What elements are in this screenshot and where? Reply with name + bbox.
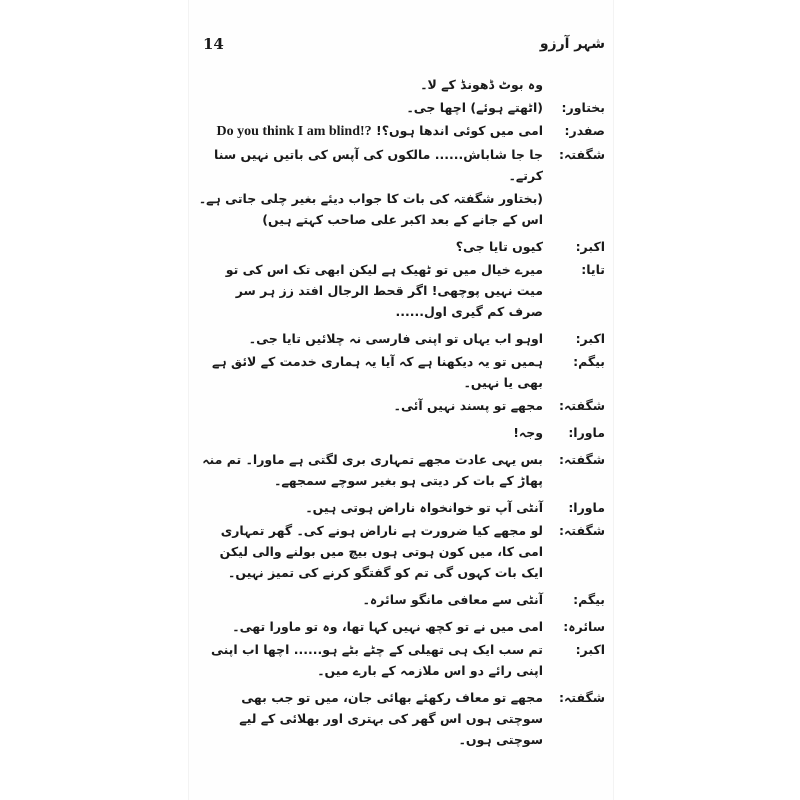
script-line xyxy=(197,497,605,518)
dialogue-text: وہ بوٹ ڈھونڈ کے لا۔ xyxy=(420,77,543,92)
script-line xyxy=(197,259,605,322)
dialogue-text: مجھے تو پسند نہیں آئی۔ xyxy=(393,398,543,413)
script-line xyxy=(197,395,605,416)
stage-direction-text: (بختاور شگفتہ کی بات کا جواب دیئے بغیر چلی جاتی ہے۔ اس کے جانے کے بعد اکبر علی صاحب کہتے ہیں) xyxy=(198,191,543,227)
speaker-label: شگفتہ: xyxy=(559,147,605,162)
dialogue-text: اوہو اب یہاں تو اپنی فارسی نہ چلائیں تایا جی۔ xyxy=(248,331,543,346)
dialogue-text: آنٹی سے معافی مانگو سائرہ۔ xyxy=(362,592,543,607)
script-line xyxy=(197,351,605,393)
speaker-label: اکبر: xyxy=(575,331,605,346)
speaker-label: شگفتہ: xyxy=(559,690,605,705)
speaker-label: ماورا: xyxy=(568,425,605,440)
script-line xyxy=(197,449,605,491)
speaker-label: اکبر: xyxy=(575,642,605,657)
speaker-label: سائرہ: xyxy=(563,619,605,634)
page-header xyxy=(189,33,613,55)
script-line xyxy=(197,589,605,610)
stage-direction xyxy=(197,188,605,230)
running-title: شہر آرزو xyxy=(539,36,605,52)
speaker-label: شگفتہ: xyxy=(559,523,605,538)
speaker-label: تایا: xyxy=(581,262,605,277)
speaker-label: صفدر: xyxy=(564,123,605,138)
dialogue-text: (اٹھتے ہوئے) اچھا جی۔ xyxy=(406,100,543,115)
script-line xyxy=(197,687,605,750)
script-line xyxy=(197,328,605,349)
book-page xyxy=(188,0,614,800)
script-line xyxy=(197,120,605,142)
dialogue-text: وجہ! xyxy=(513,425,543,440)
page-number: 14 xyxy=(203,35,224,53)
dialogue-text: بس یہی عادت مجھے تمہاری بری لگتی ہے ماورا۔ تم منہ پھاڑ کے بات کر دیتی ہو بغیر سوچے سمجھے۔ xyxy=(202,452,543,488)
speaker-label: شگفتہ: xyxy=(559,452,605,467)
dialogue-text: لو مجھے کیا ضرورت ہے ناراض ہونے کی۔ گھر تمہاری امی کا، میں کون ہوتی ہوں بیچ میں بولنے والی لیکن ایک بات کہوں گی تم کو گفتگو کرنے کی تمیز نہیں۔ xyxy=(219,523,543,580)
dialogue-text: میرے خیال میں تو ٹھیک ہے لیکن ابھی تک اس کی تو میت نہیں پوچھی! اگر قحط الرجال افتد زز ہر سر صرف کم گیری اول...... xyxy=(225,262,543,319)
dialogue-text: ہمیں تو یہ دیکھنا ہے کہ آیا یہ ہماری خدمت کے لائق ہے بھی یا نہیں۔ xyxy=(212,354,543,390)
script-line xyxy=(197,520,605,583)
speaker-label: شگفتہ: xyxy=(559,398,605,413)
dialogue-text: مجھے تو معاف رکھئے بھائی جان، میں تو جب بھی سوچتی ہوں اس گھر کی بہتری اور بھلائی کے لیے سوچتی ہوں۔ xyxy=(239,690,543,747)
dialogue-text: تم سب ایک ہی تھیلی کے چٹے بٹے ہو...... اچھا اب اپنی اپنی رائے دو اس ملازمہ کے بارے میں۔ xyxy=(210,642,543,678)
speaker-label: اکبر: xyxy=(575,239,605,254)
script-line xyxy=(197,639,605,681)
script-body xyxy=(197,74,605,752)
speaker-label: بیگم: xyxy=(573,592,605,607)
dialogue-text: جا جا شاباش...... مالکوں کی آپس کی باتیں نہیں سنا کرتے۔ xyxy=(214,147,543,183)
speaker-label: بیگم: xyxy=(573,354,605,369)
script-line xyxy=(197,97,605,118)
script-line xyxy=(197,616,605,637)
speaker-label: بختاور: xyxy=(561,100,605,115)
dialogue-text: کیوں تایا جی؟ xyxy=(455,239,543,254)
dialogue-text xyxy=(197,120,553,142)
script-line xyxy=(197,422,605,443)
script-line xyxy=(197,144,605,186)
dialogue-english: Do you think I am blind!? xyxy=(216,124,372,139)
speaker-label: ماورا: xyxy=(568,500,605,515)
script-line xyxy=(197,236,605,257)
dialogue-text: آنٹی آپ تو خوانخواہ ناراض ہوتی ہیں۔ xyxy=(305,500,543,515)
script-line xyxy=(197,74,605,95)
dialogue-urdu: امی میں کوئی اندھا ہوں؟! xyxy=(376,123,543,138)
dialogue-text: امی میں نے تو کچھ نہیں کہا تھا، وہ تو ماورا تھی۔ xyxy=(232,619,543,634)
